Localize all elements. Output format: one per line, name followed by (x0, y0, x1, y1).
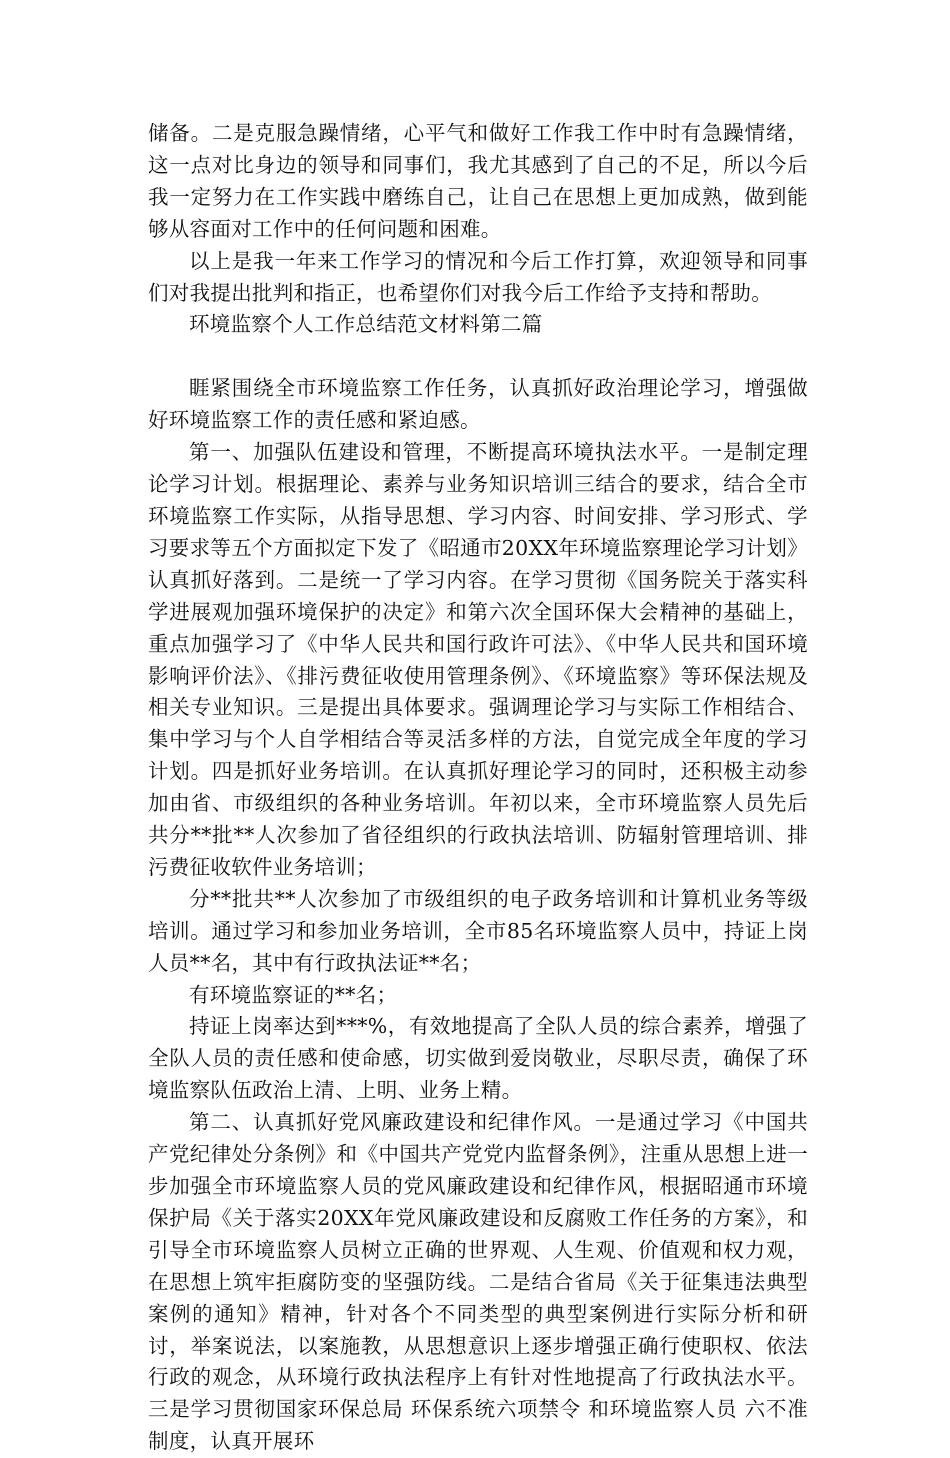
paragraph-closing-remarks: 以上是我一年来工作学习的情况和今后工作打算，欢迎领导和同事们对我提出批判和指正，也希望你们对我今后工作给予支持和帮助。 (148, 248, 808, 305)
paragraph-intro: 睚紧围绕全市环境监察工作任务，认真抓好政治理论学习，增强做好环境监察工作的责任感和紧迫感。 (148, 376, 808, 433)
paragraph-certification-rate: 持证上岗率达到***%，有效地提高了全队人员的综合素养，增强了全队人员的责任感和使命感，切实做到爱岗敬业，尽职尽责，确保了环境监察队伍政治上清、上明、业务上精。 (148, 1014, 808, 1103)
document-body (148, 118, 808, 1458)
paragraph-team-building: 第一、加强队伍建设和管理，不断提高环境执法水平。一是制定理论学习计划。根据理论、素养与业务知识培训三结合的要求，结合全市环境监察工作实际，从指导思想、学习内容、时间安排、学习形式、学习要求等五个方面拟定下发了《昭通市20XX年环境监察理论学习计划》认真抓好落到。二是统一了学习内容。在学习贯彻《国务院关于落实科学进展观加强环境保护的决定》和第六次全国环保大会精神的基础上，重点加强学习了《中华人民共和国行政许可法》、《中华人民共和国环境影响评价法》、《排污费征收使用管理条例》、《环境监察》等环保法规及相关专业知识。三是提出具体要求。强调理论学习与实际工作相结合、集中学习与个人自学相结合等灵活多样的方法，自觉完成全年度的学习计划。四是抓好业务培训。在认真抓好理论学习的同时，还积极主动参加由省、市级组织的各种业务培训。年初以来，全市环境监察人员先后共分**批**人次参加了省径组织的行政执法培训、防辐射管理培训、排污费征收软件业务培训； (148, 440, 808, 879)
paragraph-continuation: 储备。二是克服急躁情绪，心平气和做好工作我工作中时有急躁情绪，这一点对比身边的领导和同事们，我尤其感到了自己的不足，所以今后我一定努力在工作实践中磨练自己，让自己在思想上更加成熟，做到能够从容面对工作中的任何问题和困难。 (148, 121, 808, 241)
section-title: 环境监察个人工作总结范文材料第二篇 (189, 312, 543, 337)
blank-line (148, 341, 808, 373)
paragraph-training-count: 分**批共**人次参加了市级组织的电子政务培训和计算机业务等级培训。通过学习和参加业务培训，全市85名环境监察人员中，持证上岗人员**名，其中有行政执法证**名； (148, 886, 808, 975)
paragraph-certificate: 有环境监察证的**名； (189, 982, 398, 1007)
paragraph-party-conduct: 第二、认真抓好党风廉政建设和纪律作风。一是通过学习《中国共产党纪律处分条例》和《中国共产党党内监督条例》，注重从思想上进一步加强全市环境监察人员的党风廉政建设和纪律作风，根据昭通市环境保护局《关于落实20XX年党风廉政建设和反腐败工作任务的方案》，和引导全市环境监察人员树立正确的世界观、人生观、价值观和权力观，在思想上筑牢拒腐防变的坚强防线。二是结合省局《关于征集违法典型案例的通知》精神，针对各个不同类型的典型案例进行实际分析和研讨，举案说法，以案施教，从思想意识上逐步增强正确行使职权、依法行政的观念，从环境行政执法程序上有针对性地提高了行政执法水平。三是学习贯彻国家环保总局 环保系统六项禁令 和环境监察人员 六不准 制度，认真开展环 (148, 1110, 808, 1454)
